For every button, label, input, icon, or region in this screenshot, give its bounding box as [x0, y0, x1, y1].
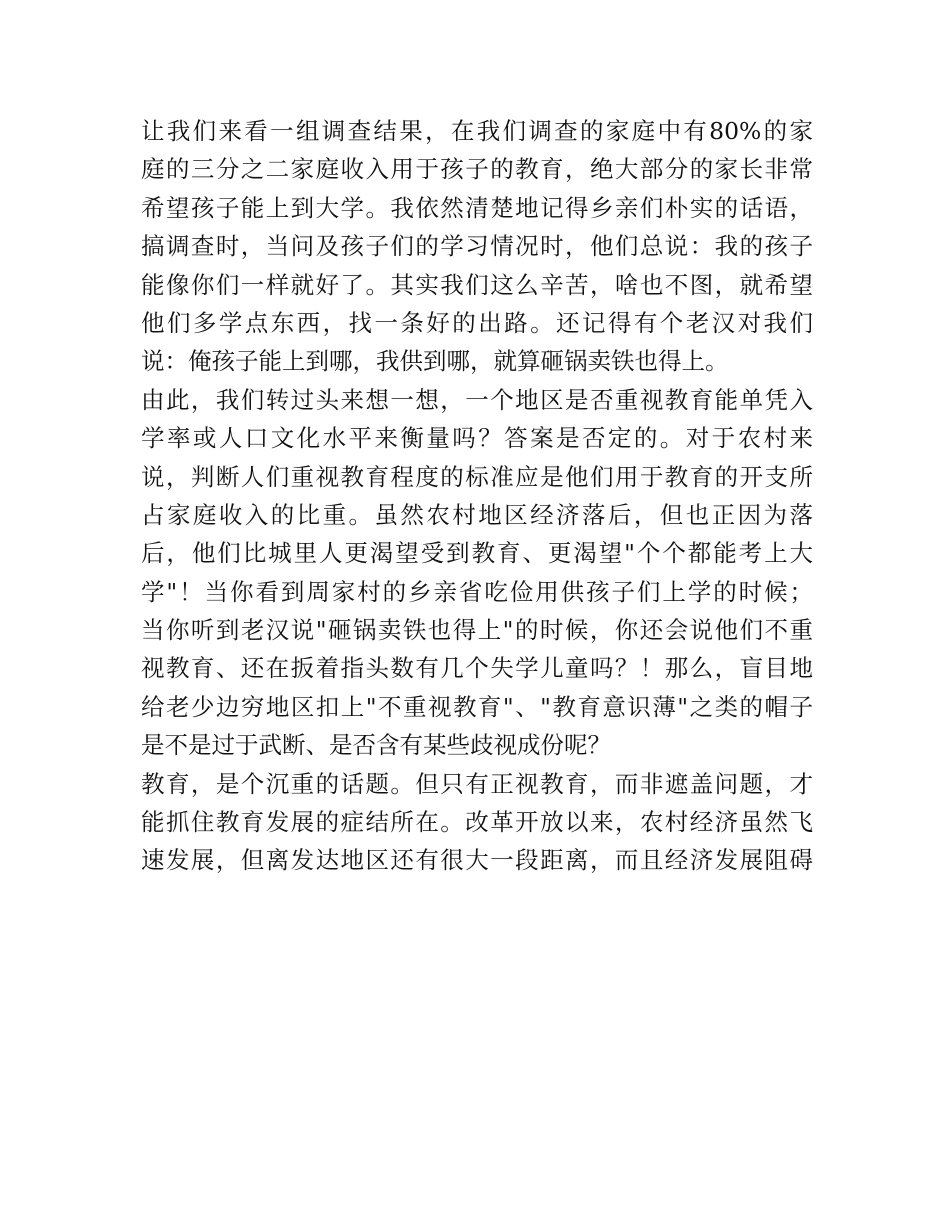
text-line: 能像你们一样就好了。其实我们这么辛苦，啥也不图，就希望: [141, 270, 813, 299]
text-line: 占家庭收入的比重。虽然农村地区经济落后，但也正因为落: [141, 500, 813, 529]
text-line: 说，判断人们重视教育程度的标准应是他们用于教育的开支所: [141, 462, 813, 491]
text-line: 速发展，但离发达地区还有很大一段距离，而且经济发展阻碍: [141, 846, 813, 875]
text-line: 说：俺孩子能上到哪，我供到哪，就算砸锅卖铁也得上。: [141, 347, 729, 376]
text-line: 学率或人口文化水平来衡量吗？答案是否定的。对于农村来: [141, 424, 813, 453]
text-line: 庭的三分之二家庭收入用于孩子的教育，绝大部分的家长非常: [141, 155, 813, 184]
body-text: [141, 112, 813, 880]
text-line: 视教育、还在扳着指头数有几个失学儿童吗？！那么，盲目地: [141, 654, 813, 683]
text-line: 搞调查时，当问及孩子们的学习情况时，他们总说：我的孩子: [141, 232, 813, 261]
text-line: 当你听到老汉说"砸锅卖铁也得上"的时候，你还会说他们不重: [141, 616, 813, 645]
text-line: 后，他们比城里人更渴望受到教育、更渴望"个个都能考上大: [141, 539, 813, 568]
text-line: 让我们来看一组调查结果，在我们调查的家庭中有80%的家: [141, 117, 813, 145]
text-line: 给老少边穷地区扣上"不重视教育"、"教育意识薄"之类的帽子: [141, 692, 813, 721]
text-line: 学"！当你看到周家村的乡亲省吃俭用供孩子们上学的时候；: [141, 577, 813, 606]
text-line: 由此，我们转过头来想一想，一个地区是否重视教育能单凭入: [141, 385, 813, 414]
text-line: 是不是过于武断、是否含有某些歧视成份呢？: [141, 731, 611, 760]
text-line: 希望孩子能上到大学。我依然清楚地记得乡亲们朴实的话语，: [141, 193, 813, 222]
text-line: 能抓住教育发展的症结所在。改革开放以来，农村经济虽然飞: [141, 808, 813, 837]
text-line: 教育，是个沉重的话题。但只有正视教育，而非遮盖问题，才: [141, 769, 813, 798]
text-line: 他们多学点东西，找一条好的出路。还记得有个老汉对我们: [141, 308, 813, 337]
